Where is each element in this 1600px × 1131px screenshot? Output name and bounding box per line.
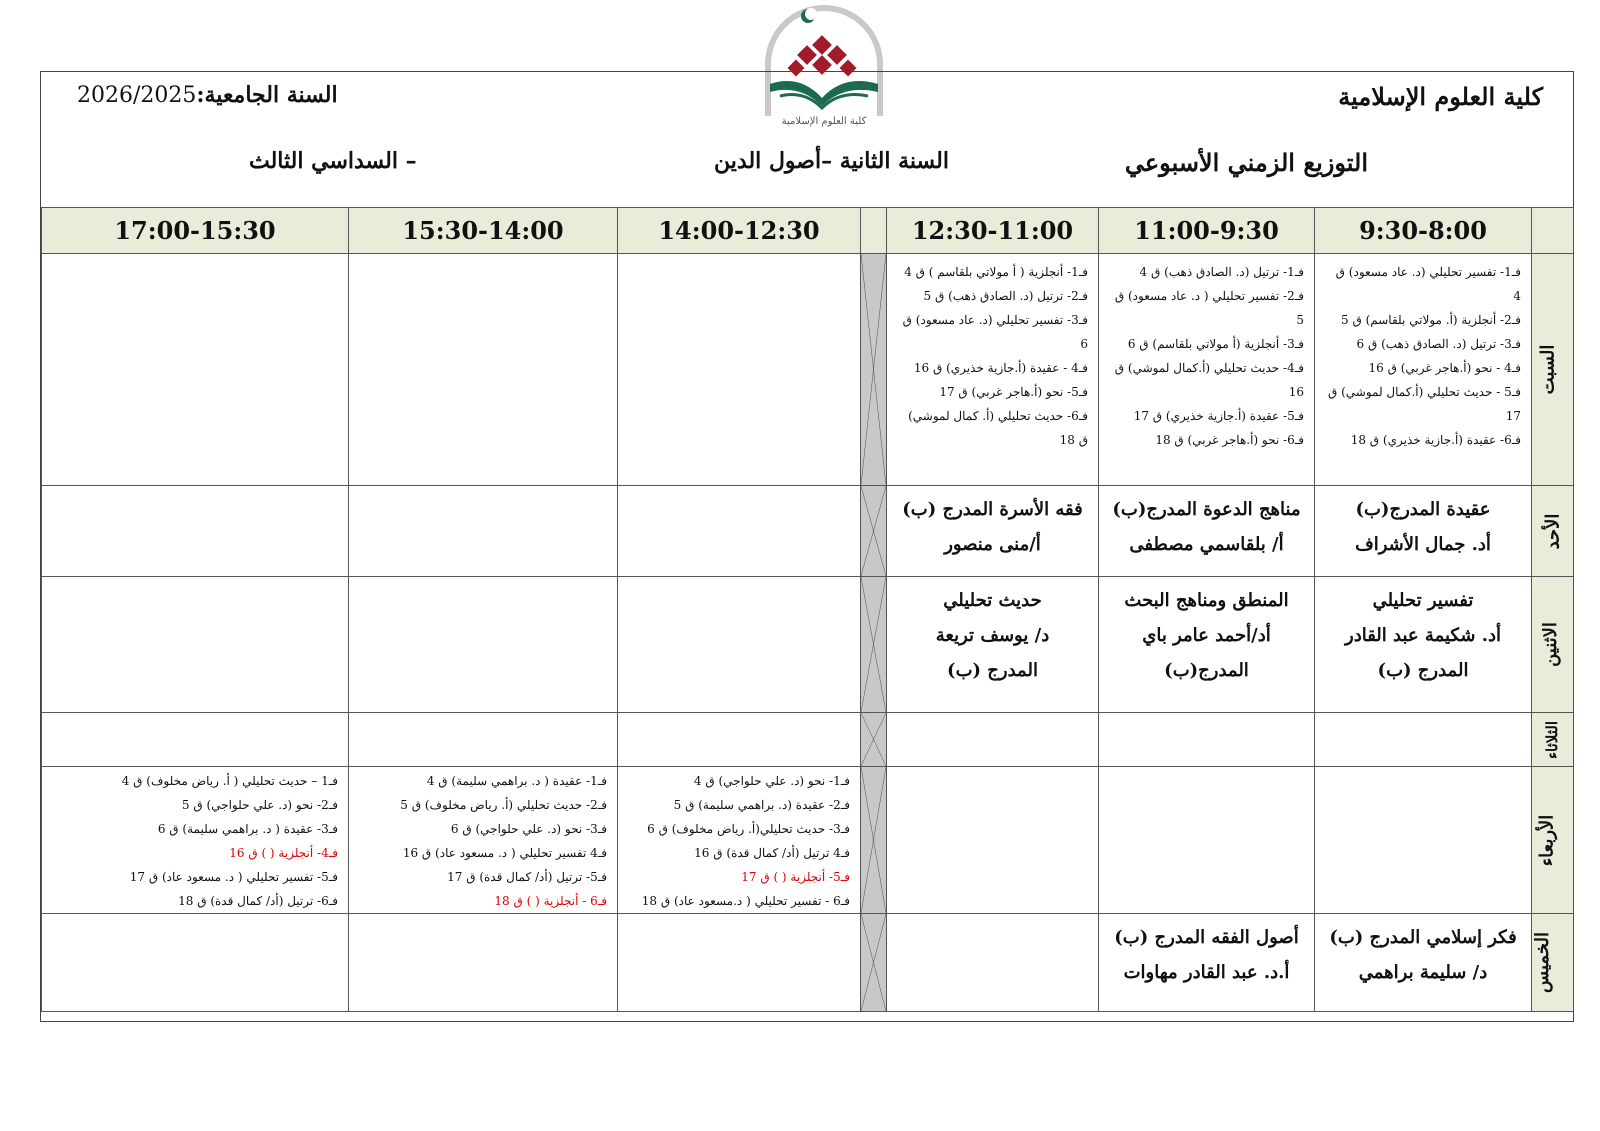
break-cell xyxy=(861,713,887,767)
sun-slot-2 xyxy=(1099,486,1315,577)
tue-slot-6 xyxy=(42,713,349,767)
tue-slot-1 xyxy=(1315,713,1532,767)
day-tuesday: الثلاثاء xyxy=(1532,713,1574,767)
thu-slot-5 xyxy=(349,914,618,1012)
wed-slot-2 xyxy=(1099,767,1315,914)
course-teacher: أد. شكيمة عبد القادر xyxy=(1345,625,1501,646)
sat-slot-6 xyxy=(42,254,349,486)
sat-slot-1 xyxy=(1315,254,1532,486)
list-item: فـ6 - أنجلزية ( ) ق 18 xyxy=(494,894,607,908)
logo-caption: كلية العلوم الإسلامية xyxy=(781,116,867,127)
break-cell xyxy=(861,914,887,1012)
sun-slot-6 xyxy=(42,486,349,577)
list-item: فـ3- حديث تحليلي(أ. رياض مخلوف) ق 6 xyxy=(647,822,850,836)
list-item: فـ4- أنجلزية ( ) ق 16 xyxy=(229,846,338,860)
thu-slot-6 xyxy=(42,914,349,1012)
list-item: فـ4 - عقيدة (أ.جازية خذيري) ق 16 xyxy=(913,361,1088,375)
table-row xyxy=(42,254,1574,486)
mon-slot-5 xyxy=(349,577,618,713)
table-row xyxy=(42,486,1574,577)
sun-slot-1 xyxy=(1315,486,1532,577)
wed-slot-6 xyxy=(42,767,349,914)
wed-slot-5 xyxy=(349,767,618,914)
list-item: فـ6 - تفسير تحليلي ( د.مسعود عاد) ق 18 xyxy=(641,894,850,908)
academic-year xyxy=(77,82,338,108)
course-title: أصول الفقه المدرج (ب) xyxy=(1114,927,1299,948)
list-item: فـ2- عقيدة (د. براهمي سليمة) ق 5 xyxy=(673,798,850,812)
weekly-schedule-table xyxy=(41,207,1574,1012)
wed-slot-3 xyxy=(887,767,1099,914)
list-item: فـ3- ترتيل (د. الصادق ذهب) ق 6 xyxy=(1356,337,1521,351)
list-item: فـ3- تفسير تحليلي (د. عاد مسعود) ق 6 xyxy=(902,313,1088,351)
list-item: فـ2- ترتيل (د. الصادق ذهب) ق 5 xyxy=(923,289,1088,303)
time-slot-2: 11:00-9:30 xyxy=(1099,208,1315,254)
day-saturday: السبت xyxy=(1532,254,1574,486)
list-item: فـ5- عقيدة (أ.جازية خذيري) ق 17 xyxy=(1133,409,1304,423)
thu-slot-2 xyxy=(1099,914,1315,1012)
day-wednesday: الأربعاء xyxy=(1532,767,1574,914)
list-item: فـ5- ترتيل (أد/ كمال قدة) ق 17 xyxy=(447,870,607,884)
course-title: المنطق ومناهج البحث xyxy=(1124,590,1289,611)
mon-slot-6 xyxy=(42,577,349,713)
document-header xyxy=(41,72,1573,208)
break-header xyxy=(861,208,887,254)
course-teacher: أد/أحمد عامر باي xyxy=(1142,625,1271,646)
academic-year-value: 2026/2025 xyxy=(77,83,197,108)
list-item: فـ6- نحو (أ.هاجر غربي) ق 18 xyxy=(1155,433,1304,447)
time-slot-3: 12:30-11:00 xyxy=(887,208,1099,254)
list-item: فـ1- نحو (د. علي حلواجي) ق 4 xyxy=(693,774,850,788)
tue-slot-4 xyxy=(618,713,861,767)
list-item: فـ2- أنجلزية (أ. مولاتي بلقاسم) ق 5 xyxy=(1341,313,1521,327)
tue-slot-5 xyxy=(349,713,618,767)
list-item: فـ4 ترتيل (أد/ كمال قدة) ق 16 xyxy=(694,846,850,860)
break-cell xyxy=(861,577,887,713)
break-cell xyxy=(861,486,887,577)
table-row xyxy=(42,577,1574,713)
corner-cell xyxy=(1532,208,1574,254)
day-sunday: الأحد xyxy=(1532,486,1574,577)
course-title: حديث تحليلي xyxy=(943,590,1042,611)
course-title: مناهج الدعوة المدرج(ب) xyxy=(1112,499,1301,520)
list-item: فـ1- عقيدة ( د. براهمي سليمة) ق 4 xyxy=(426,774,607,788)
table-row xyxy=(42,914,1574,1012)
thu-slot-1 xyxy=(1315,914,1532,1012)
wed-slot-4 xyxy=(618,767,861,914)
mon-slot-1 xyxy=(1315,577,1532,713)
list-item: فـ2- نحو (د. علي حلواجي) ق 5 xyxy=(181,798,338,812)
list-item: فـ3- أنجلزية (أ مولاتي بلقاسم) ق 6 xyxy=(1127,337,1304,351)
list-item: فـ5- أنجلزية ( ) ق 17 xyxy=(741,870,850,884)
table-row xyxy=(42,767,1574,914)
level-title: السنة الثانية –أصول الدين xyxy=(714,148,949,174)
tue-slot-2 xyxy=(1099,713,1315,767)
list-item: فـ5 - حديث تحليلي (أ.كمال لموشي) ق 17 xyxy=(1327,385,1521,423)
wed-slot-1 xyxy=(1315,767,1532,914)
course-title: فقه الأسرة المدرج (ب) xyxy=(902,499,1083,520)
course-teacher: أد. جمال الأشراف xyxy=(1355,534,1491,555)
college-name: كلية العلوم الإسلامية xyxy=(1338,82,1543,111)
day-thursday: الخميس xyxy=(1532,914,1574,1012)
sat-slot-5 xyxy=(349,254,618,486)
break-cell xyxy=(861,767,887,914)
list-item: فـ1- تفسير تحليلي (د. عاد مسعود) ق 4 xyxy=(1335,265,1521,303)
list-item: فـ1- ترتيل (د. الصادق ذهب) ق 4 xyxy=(1139,265,1304,279)
mon-slot-4 xyxy=(618,577,861,713)
course-teacher: د/ سليمة براهمي xyxy=(1358,962,1488,983)
mon-slot-2 xyxy=(1099,577,1315,713)
sat-slot-3 xyxy=(887,254,1099,486)
list-item: فـ4 - نحو (أ.هاجر غربي) ق 16 xyxy=(1368,361,1521,375)
course-title: تفسير تحليلي xyxy=(1372,590,1474,611)
day-monday: الاثنين xyxy=(1532,577,1574,713)
course-room: المدرج (ب) xyxy=(1377,660,1469,681)
thu-slot-4 xyxy=(618,914,861,1012)
schedule-title: التوزيع الزمني الأسبوعي xyxy=(1124,148,1368,177)
course-title: فكر إسلامي المدرج (ب) xyxy=(1329,927,1517,948)
list-item: فـ3- نحو (د. علي حلواجي) ق 6 xyxy=(450,822,607,836)
course-title: عقيدة المدرج(ب) xyxy=(1355,499,1491,520)
table-row xyxy=(42,713,1574,767)
time-slot-6: 17:00-15:30 xyxy=(42,208,349,254)
course-room: المدرج(ب) xyxy=(1164,660,1249,681)
list-item: فـ6- ترتيل (أد/ كمال قدة) ق 18 xyxy=(178,894,338,908)
list-item: فـ4 تفسير تحليلي ( د. مسعود عاد) ق 16 xyxy=(402,846,607,860)
sat-slot-2 xyxy=(1099,254,1315,486)
academic-year-label: السنة الجامعية: xyxy=(196,82,338,108)
course-teacher: أ/ بلقاسمي مصطفى xyxy=(1129,534,1284,555)
schedule-document xyxy=(40,71,1574,1022)
course-teacher: أ.د. عبد القادر مهاوات xyxy=(1123,962,1290,983)
mon-slot-3 xyxy=(887,577,1099,713)
course-room: المدرج (ب) xyxy=(947,660,1038,681)
tue-slot-3 xyxy=(887,713,1099,767)
list-item: فـ5- نحو (أ.هاجر غربي) ق 17 xyxy=(939,385,1088,399)
list-item: فـ2- تفسير تحليلي ( د. عاد مسعود) ق 5 xyxy=(1114,289,1304,327)
list-item: فـ6- عقيدة (أ.جازية خذيري) ق 18 xyxy=(1350,433,1521,447)
table-header-row xyxy=(42,208,1574,254)
time-slot-5: 15:30-14:00 xyxy=(349,208,618,254)
list-item: فـ1 – حديث تحليلي ( أ. رياض مخلوف) ق 4 xyxy=(121,774,338,788)
list-item: فـ5- تفسير تحليلي ( د. مسعود عاد) ق 17 xyxy=(129,870,338,884)
thu-slot-3 xyxy=(887,914,1099,1012)
sun-slot-4 xyxy=(618,486,861,577)
list-item: فـ3- عقيدة ( د. براهمي سليمة) ق 6 xyxy=(157,822,338,836)
time-slot-1: 9:30-8:00 xyxy=(1315,208,1532,254)
sun-slot-5 xyxy=(349,486,618,577)
list-item: فـ4- حديث تحليلي (أ.كمال لموشي) ق 16 xyxy=(1114,361,1304,399)
sat-slot-4 xyxy=(618,254,861,486)
list-item: فـ2- حديث تحليلي (أ. رياض مخلوف) ق 5 xyxy=(400,798,607,812)
list-item: فـ1- أنجلزية ( أ مولاتي بلقاسم ) ق 4 xyxy=(904,265,1088,279)
course-teacher: د/ يوسف تريعة xyxy=(935,625,1050,646)
break-cell xyxy=(861,254,887,486)
course-teacher: أ/منى منصور xyxy=(944,534,1041,555)
list-item: فـ6- حديث تحليلي (أ. كمال لموشي) ق 18 xyxy=(908,409,1088,447)
sun-slot-3 xyxy=(887,486,1099,577)
semester-title: – السداسي الثالث xyxy=(249,148,417,174)
time-slot-4: 14:00-12:30 xyxy=(618,208,861,254)
